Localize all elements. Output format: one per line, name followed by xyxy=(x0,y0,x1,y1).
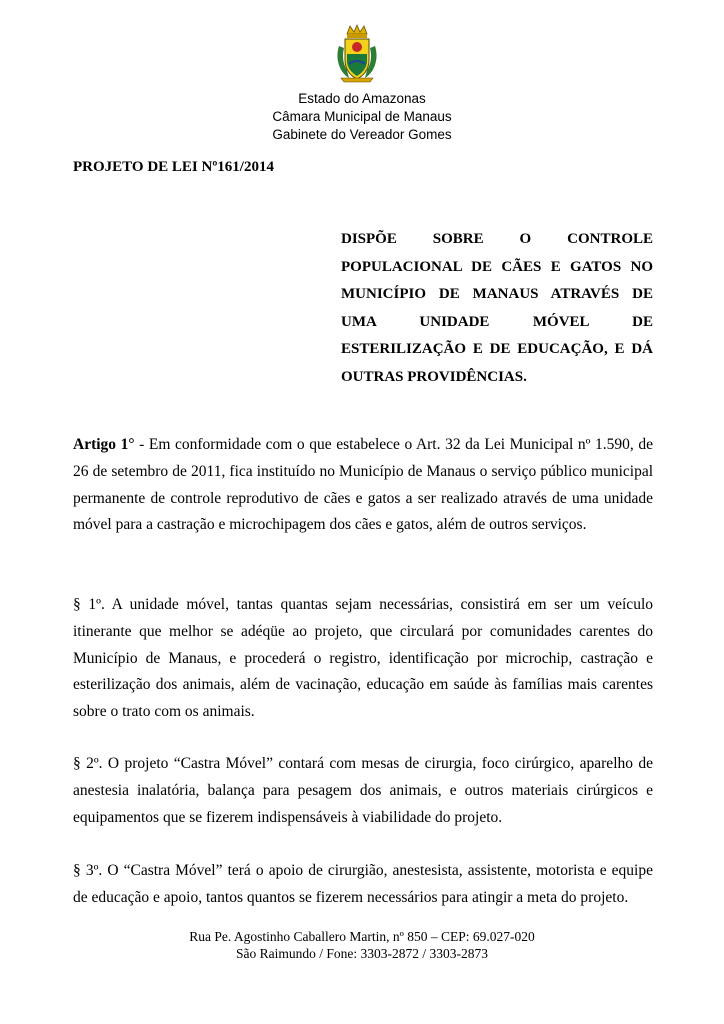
letterhead xyxy=(0,90,724,144)
footer-street: Rua Pe. Agostinho Caballero Martin, nº 850 – CEP: 69.027-020 xyxy=(189,929,535,944)
footer-address xyxy=(0,928,724,962)
paragraph-1-text: § 1º. A unidade móvel, tantas quantas sejam necessárias, consistirá em ser um veículo itinerante que melhor se adéqüe ao projeto, que circulará por comunidades carentes do Município de Manaus, e procederá o registro, identificação por microchip, castração e esterilização dos animais, além de vacinação, educação em saúde às famílias mais carentes sobre o trato com os animais. xyxy=(73,596,653,721)
paragraph-2-text: § 2º. O projeto “Castra Móvel” contará com mesas de cirurgia, foco cirúrgico, aparelho de anestesia inalatória, balança para pesagem dos animais, e outros materiais cirúrgicos e equipamentos que se fizerem indispensáveis à viabilidade do projeto. xyxy=(73,755,653,826)
footer-contact: São Raimundo / Fone: 3303-2872 / 3303-2873 xyxy=(236,946,488,961)
article-1-label: Artigo 1° xyxy=(73,436,135,453)
header-chamber: Câmara Municipal de Manaus xyxy=(272,109,452,124)
header-office: Gabinete do Vereador Gomes xyxy=(272,127,452,142)
bill-title: PROJETO DE LEI Nº161/2014 xyxy=(73,159,274,175)
article-1 xyxy=(73,432,653,539)
paragraph-2 xyxy=(73,751,653,831)
paragraph-1 xyxy=(73,592,653,726)
coat-of-arms-icon xyxy=(333,24,381,84)
article-1-text: - Em conformidade com o que estabelece o Art. 32 da Lei Municipal nº 1.590, de 26 de setembro de 2011, fica instituído no Município de Manaus o serviço público municipal permanente de controle reprodutivo de cães e gatos a ser realizado através de uma unidade móvel para a castração e microchipagem dos cães e gatos, além de outros serviços. xyxy=(73,436,653,534)
bill-summary: DISPÕE SOBRE O CONTROLE POPULACIONAL DE CÃES E GATOS NO MUNICÍPIO DE MANAUS ATRAVÉS DE UMA UNIDADE MÓVEL DE ESTERILIZAÇÃO E DE EDUCAÇÃO, E DÁ OUTRAS PROVIDÊNCIAS. xyxy=(341,231,653,385)
paragraph-3 xyxy=(73,858,653,912)
header-state: Estado do Amazonas xyxy=(298,91,426,106)
paragraph-3-text: § 3º. O “Castra Móvel” terá o apoio de cirurgião, anestesista, assistente, motorista e equipe de educação e apoio, tantos quantos se fizerem necessários para atingir a meta do projeto. xyxy=(73,862,653,906)
